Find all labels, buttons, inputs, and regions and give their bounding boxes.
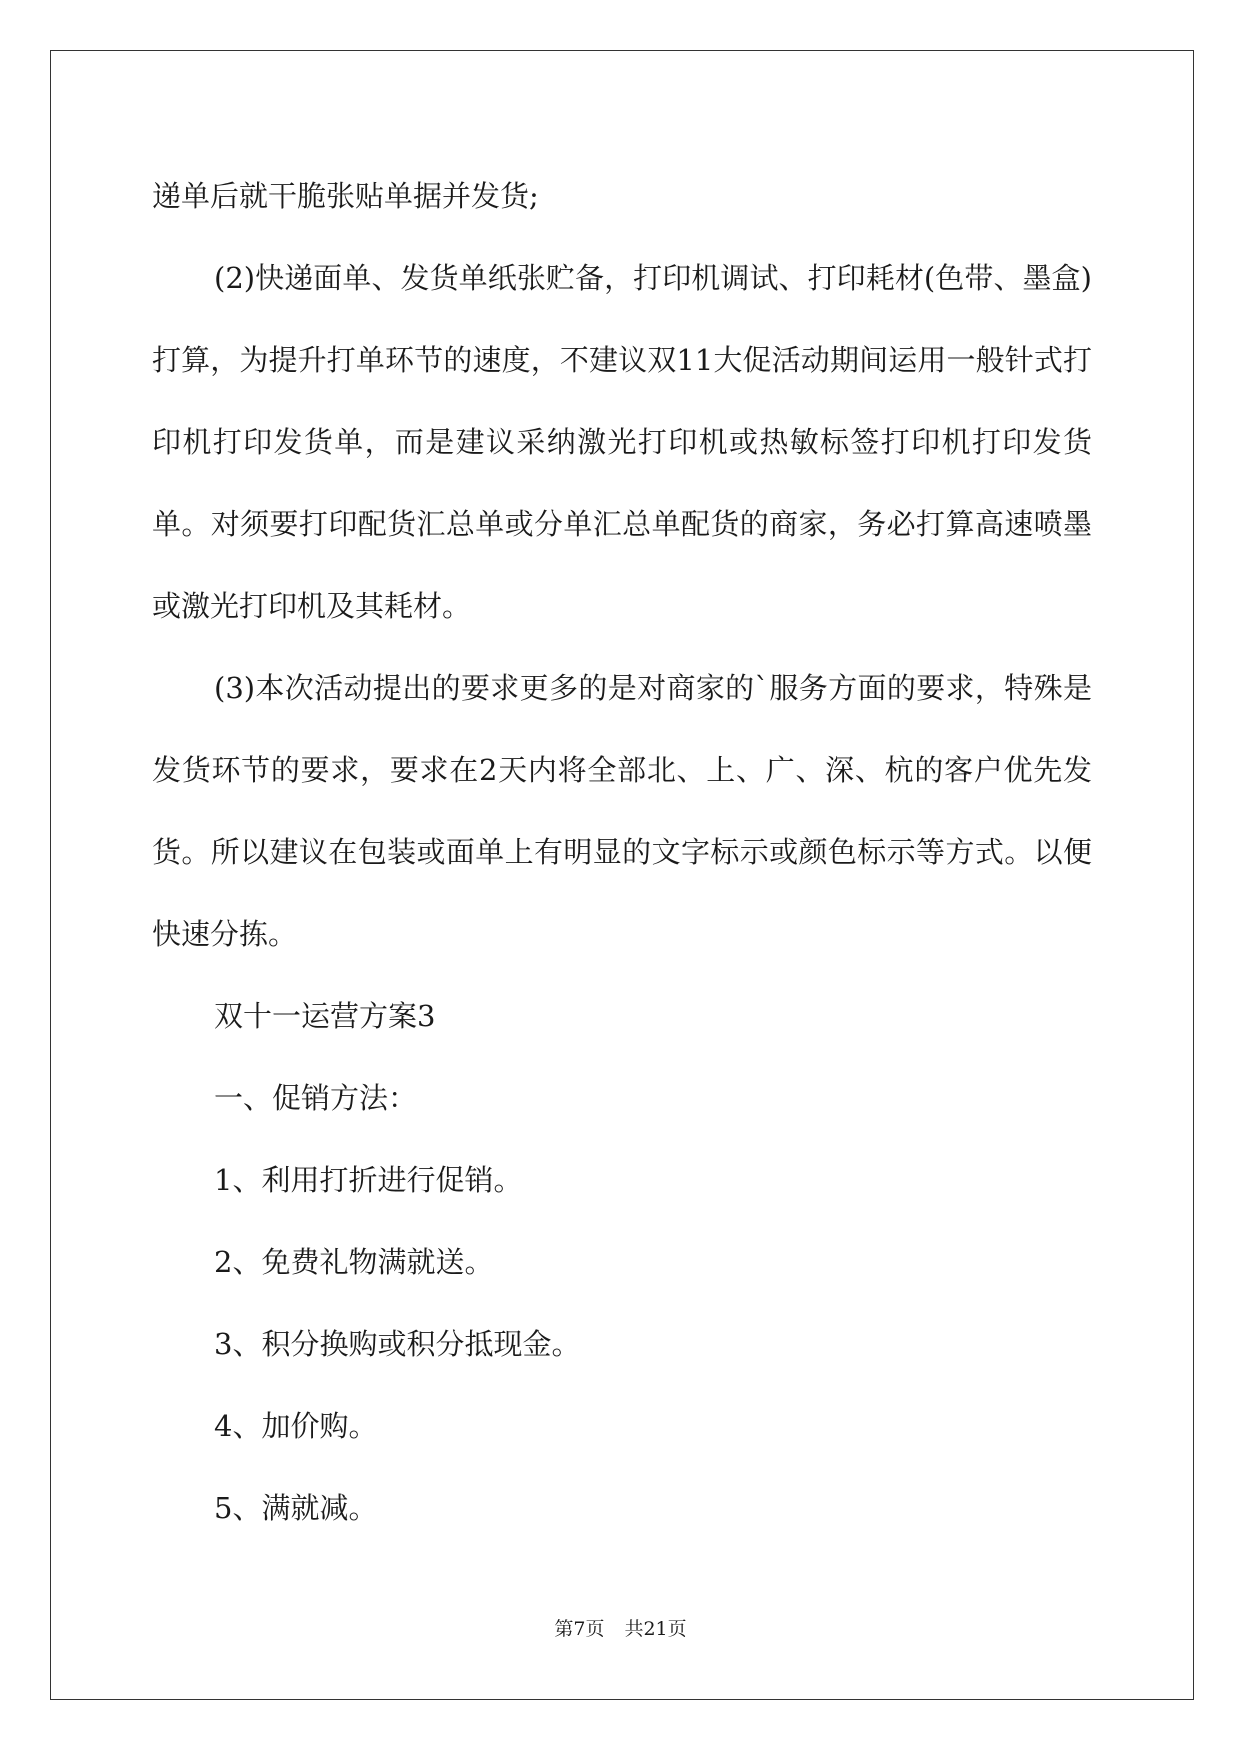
list-item: 4、加价购。	[214, 1409, 378, 1443]
subsection-heading: 一、促销方法：	[214, 1081, 418, 1115]
page-footer	[0, 1614, 1241, 1641]
list-item: 2、免费礼物满就送。	[214, 1245, 494, 1279]
list-item: 3、积分换购或积分抵现金。	[214, 1327, 581, 1361]
total-pages: 共21页	[624, 1618, 687, 1640]
paragraph-item-3: (3)本次活动提出的要求更多的是对商家的`服务方面的要求，特殊是发货环节的要求，要求在2天内将全部北、上、广、深、杭的客户优先发货。所以建议在包装或面单上有明显的文字标示或颜色标示等方式。以便快速分拣。	[152, 671, 1092, 951]
document-body	[152, 155, 1092, 1549]
list-item: 5、满就减。	[214, 1491, 378, 1525]
current-page-number: 第7页	[554, 1618, 605, 1640]
list-item: 1、利用打折进行促销。	[214, 1163, 523, 1197]
paragraph-item-2: (2)快递面单、发货单纸张贮备，打印机调试、打印耗材(色带、墨盒)打算，为提升打单环节的速度，不建议双11大促活动期间运用一般针式打印机打印发货单，而是建议采纳激光打印机或热敏标签打印机打印发货单。对须要打印配货汇总单或分单汇总单配货的商家，务必打算高速喷墨或激光打印机及其耗材。	[152, 261, 1092, 623]
section-heading: 双十一运营方案3	[214, 999, 436, 1033]
paragraph-continuation: 递单后就干脆张贴单据并发货;	[152, 179, 539, 213]
